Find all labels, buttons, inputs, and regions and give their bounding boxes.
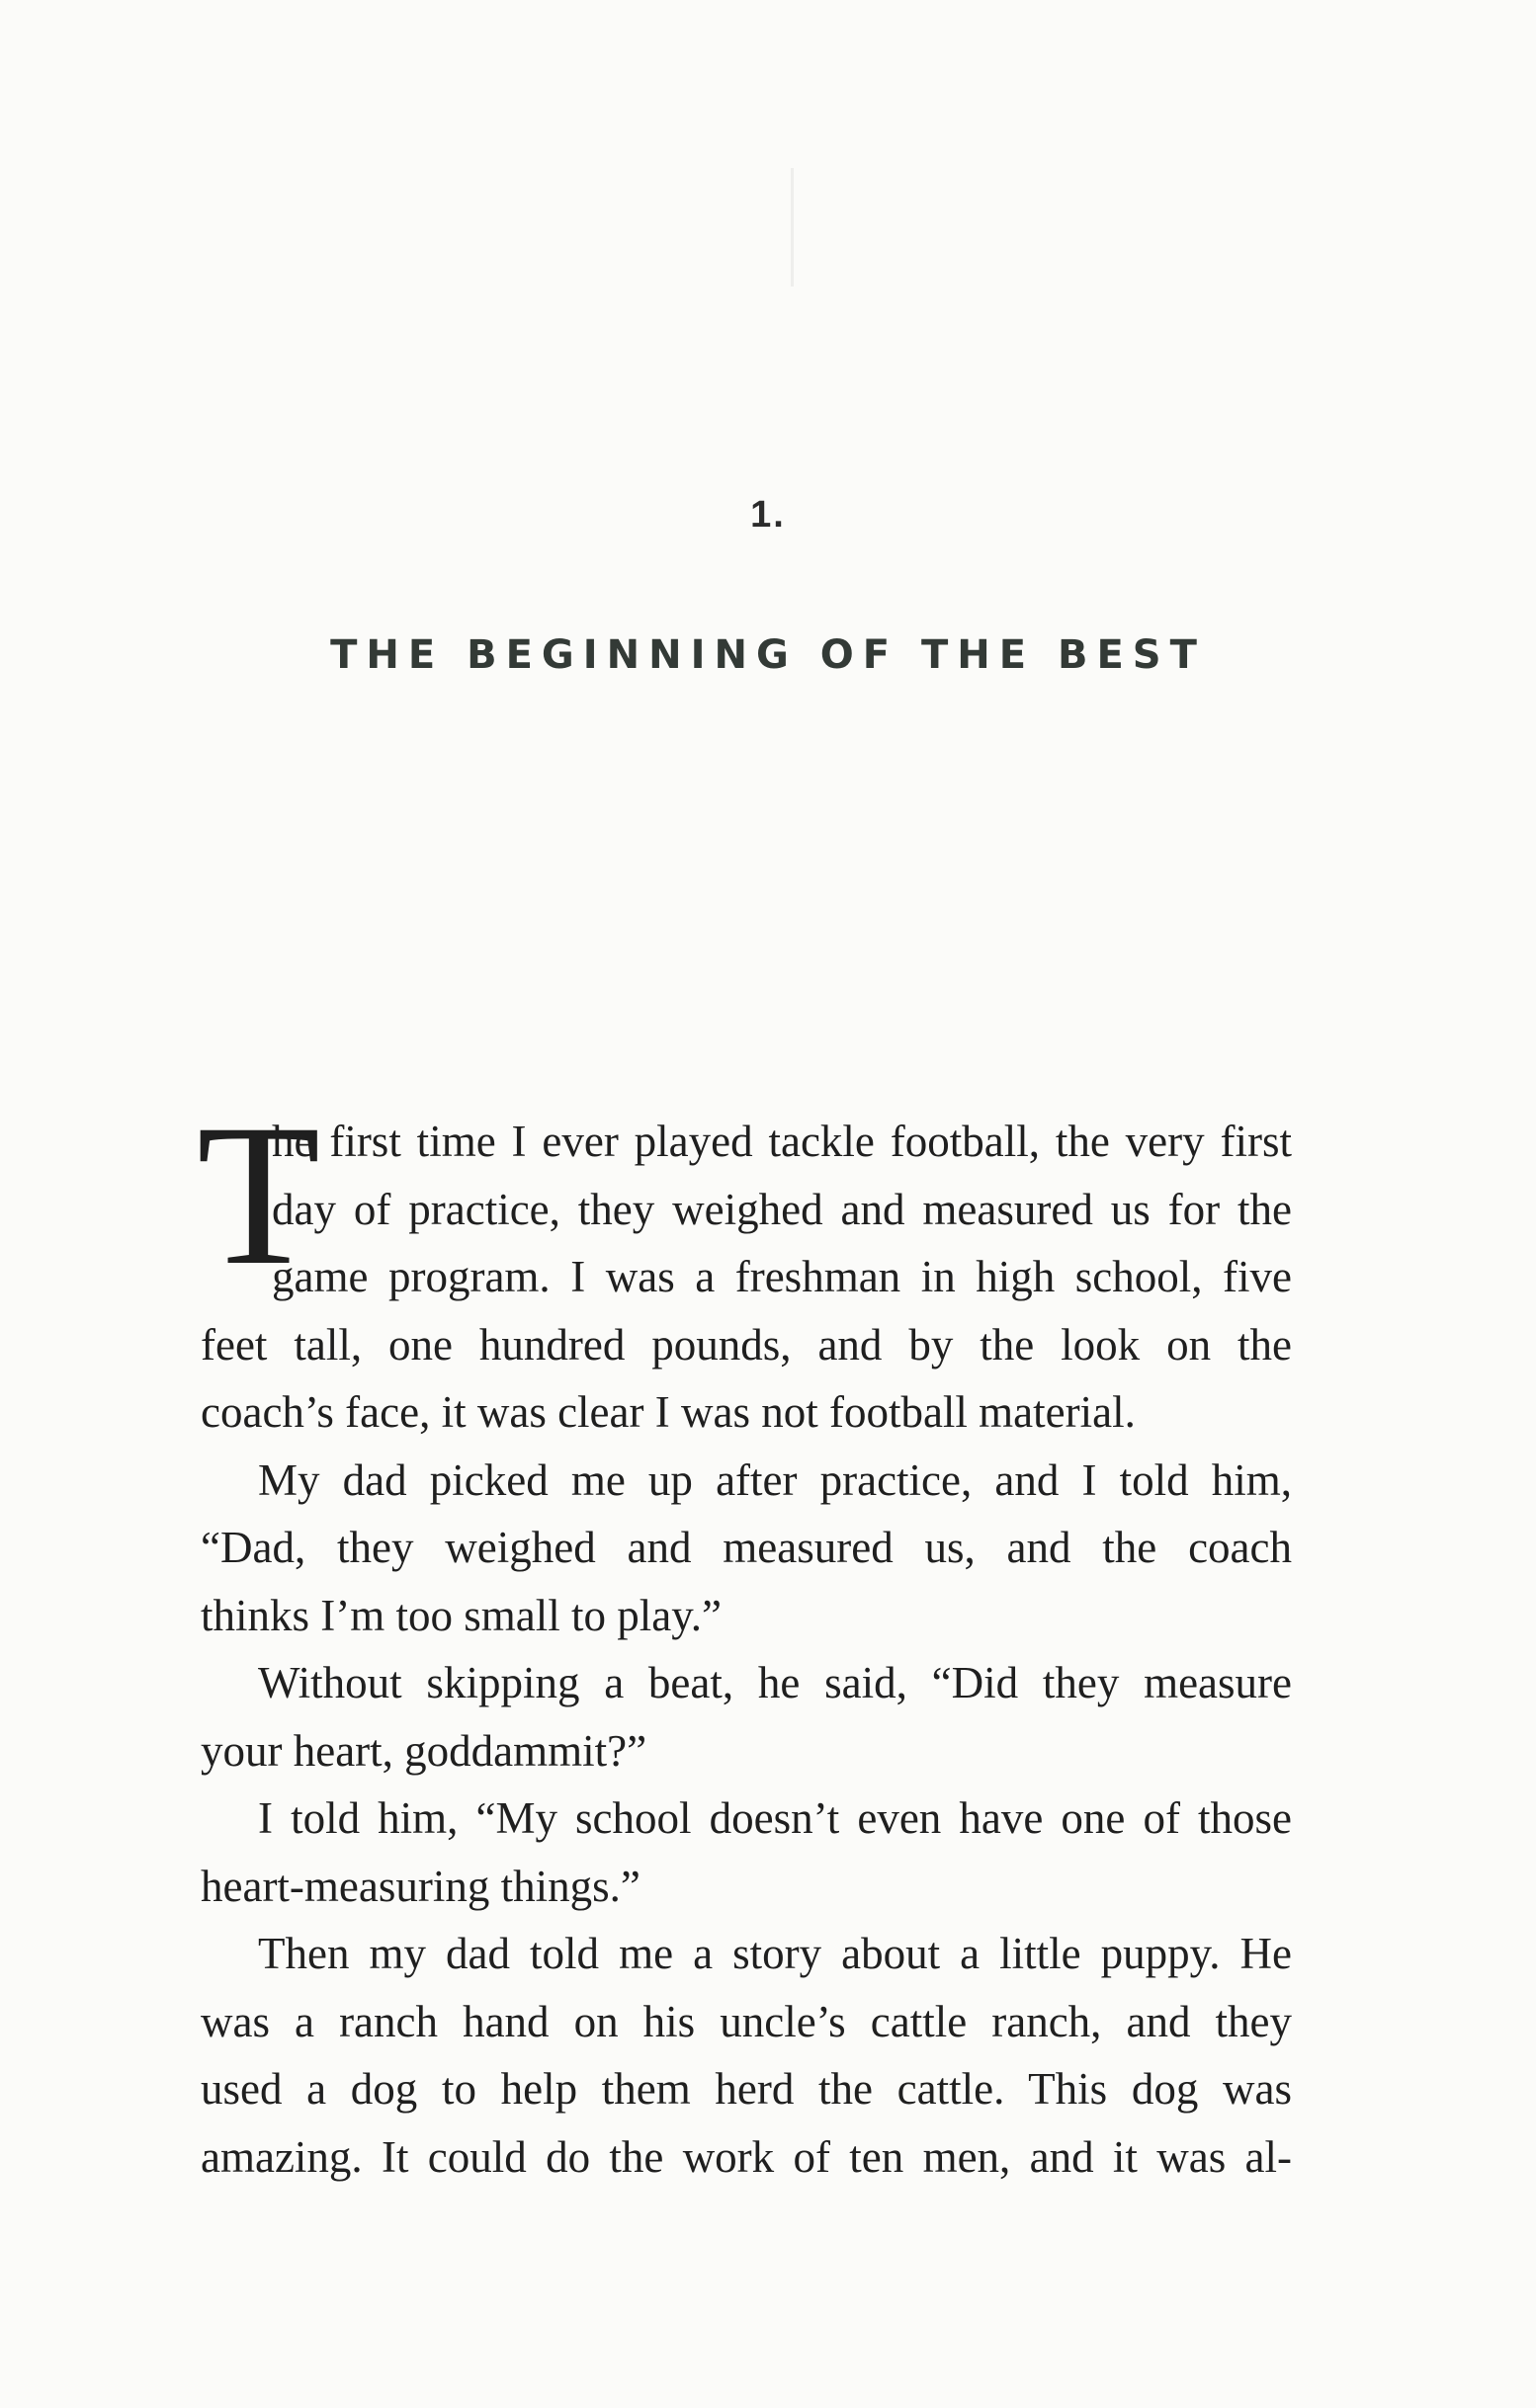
paragraph-3	[201, 1649, 1292, 1785]
text-line: he first time I ever played tackle football, the very first	[272, 1117, 1292, 1166]
paragraph-4	[201, 1785, 1292, 1920]
text-line: My dad picked me up after practice, and I told him,	[258, 1454, 1292, 1505]
chapter-title: THE BEGINNING OF THE BEST	[330, 632, 1206, 678]
chapter-number: 1.	[750, 494, 786, 536]
paragraph-5	[201, 1920, 1292, 2191]
text-line: I told him, “My school doesn’t even have one of those	[258, 1793, 1292, 1843]
text-line: amazing. It could do the work of ten men, and it was al-	[201, 2131, 1292, 2182]
text-line: thinks I’m too small to play.”	[201, 1590, 723, 1640]
scan-shadow	[791, 168, 794, 287]
paragraph-1-continued	[201, 1311, 1292, 1447]
paragraph-2	[201, 1447, 1292, 1650]
text-line: Without skipping a beat, he said, “Did they measure	[258, 1658, 1292, 1707]
paragraph-1	[197, 1083, 1292, 1311]
text-line: heart-measuring things.”	[201, 1861, 640, 1911]
text-line: game program. I was a freshman in high school, five	[272, 1252, 1292, 1301]
text-line: used a dog to help them herd the cattle. This dog was	[201, 2064, 1292, 2114]
text-line: Then my dad told me a story about a little puppy. He	[258, 1929, 1292, 1978]
text-line: “Dad, they weighed and measured us, and the coach	[201, 1523, 1292, 1572]
text-line: your heart, goddammit?”	[201, 1725, 647, 1776]
drop-cap: T	[197, 1083, 321, 1307]
text-line: feet tall, one hundred pounds, and by the look on the	[201, 1319, 1292, 1370]
text-line: day of practice, they weighed and measured us for the	[272, 1184, 1292, 1234]
chapter-body	[197, 1083, 1292, 2191]
text-line: coach’s face, it was clear I was not football material.	[201, 1387, 1136, 1437]
text-line: was a ranch hand on his uncle’s cattle ranch, and they	[201, 1996, 1292, 2046]
